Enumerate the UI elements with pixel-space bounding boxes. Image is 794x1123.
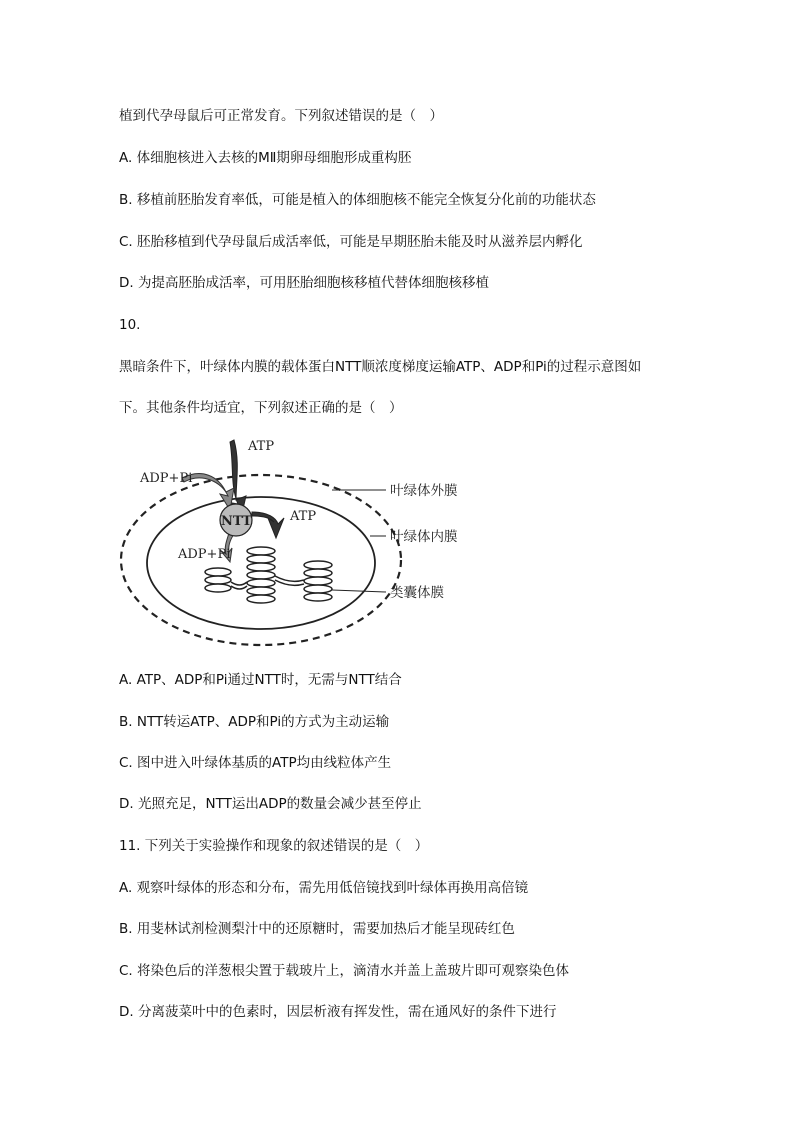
q9-option-a: A. 体细胞核进入去核的MⅡ期卵母细胞形成重构胚	[119, 150, 412, 166]
q9-option-c: C. 胚胎移植到代孕母鼠后成活率低，可能是早期胚胎未能及时从滋养层内孵化	[119, 234, 583, 250]
q10-option-c: C. 图中进入叶绿体基质的ATP均由线粒体产生	[119, 755, 392, 771]
q9-option-d: D. 为提高胚胎成活率，可用胚胎细胞核移植代替体细胞核移植	[119, 275, 489, 291]
chloroplast-ntt-diagram	[118, 430, 538, 650]
q9-option-b: B. 移植前胚胎发育率低，可能是植入的体细胞核不能完全恢复分化前的功能状态	[119, 192, 596, 208]
q10-stem-line1: 黑暗条件下，叶绿体内膜的载体蛋白NTT顺浓度梯度运输ATP、ADP和Pi的过程示意图如	[119, 359, 642, 375]
q11-option-b: B. 用斐林试剂检测梨汁中的还原糖时，需要加热后才能呈现砖红色	[119, 921, 515, 937]
q10-option-d: D. 光照充足，NTT运出ADP的数量会减少甚至停止	[119, 796, 422, 812]
adp-pi-inner-label: ADP+Pi	[178, 547, 231, 562]
q11-option-d: D. 分离菠菜叶中的色素时，因层析液有挥发性，需在通风好的条件下进行	[119, 1004, 557, 1020]
q10-stem-line2: 下。其他条件均适宜，下列叙述正确的是（ ）	[119, 400, 403, 416]
atp-right-label: ATP	[290, 509, 317, 524]
adp-pi-left-label: ADP+Pi	[140, 471, 193, 486]
atp-top-label: ATP	[248, 439, 275, 454]
q10-option-b: B. NTT转运ATP、ADP和Pi的方式为主动运输	[119, 714, 390, 730]
q10-number: 10.	[119, 317, 141, 333]
q11-option-a: A. 观察叶绿体的形态和分布，需先用低倍镜找到叶绿体再换用高倍镜	[119, 880, 529, 896]
inner-membrane-label: 叶绿体内膜	[390, 529, 458, 545]
ntt-transporter	[182, 440, 284, 562]
outer-membrane-label: 叶绿体外膜	[390, 483, 458, 499]
thylakoid-membrane-label: 类囊体膜	[390, 585, 444, 601]
ntt-label: NTT	[221, 514, 252, 529]
q9-stem-continuation: 植到代孕母鼠后可正常发育。下列叙述错误的是（ ）	[119, 108, 443, 124]
q10-option-a: A. ATP、ADP和Pi通过NTT时，无需与NTT结合	[119, 672, 402, 688]
q11-stem: 11. 下列关于实验操作和现象的叙述错误的是（ ）	[119, 838, 429, 854]
q11-option-c: C. 将染色后的洋葱根尖置于载玻片上，滴清水并盖上盖玻片即可观察染色体	[119, 963, 570, 979]
